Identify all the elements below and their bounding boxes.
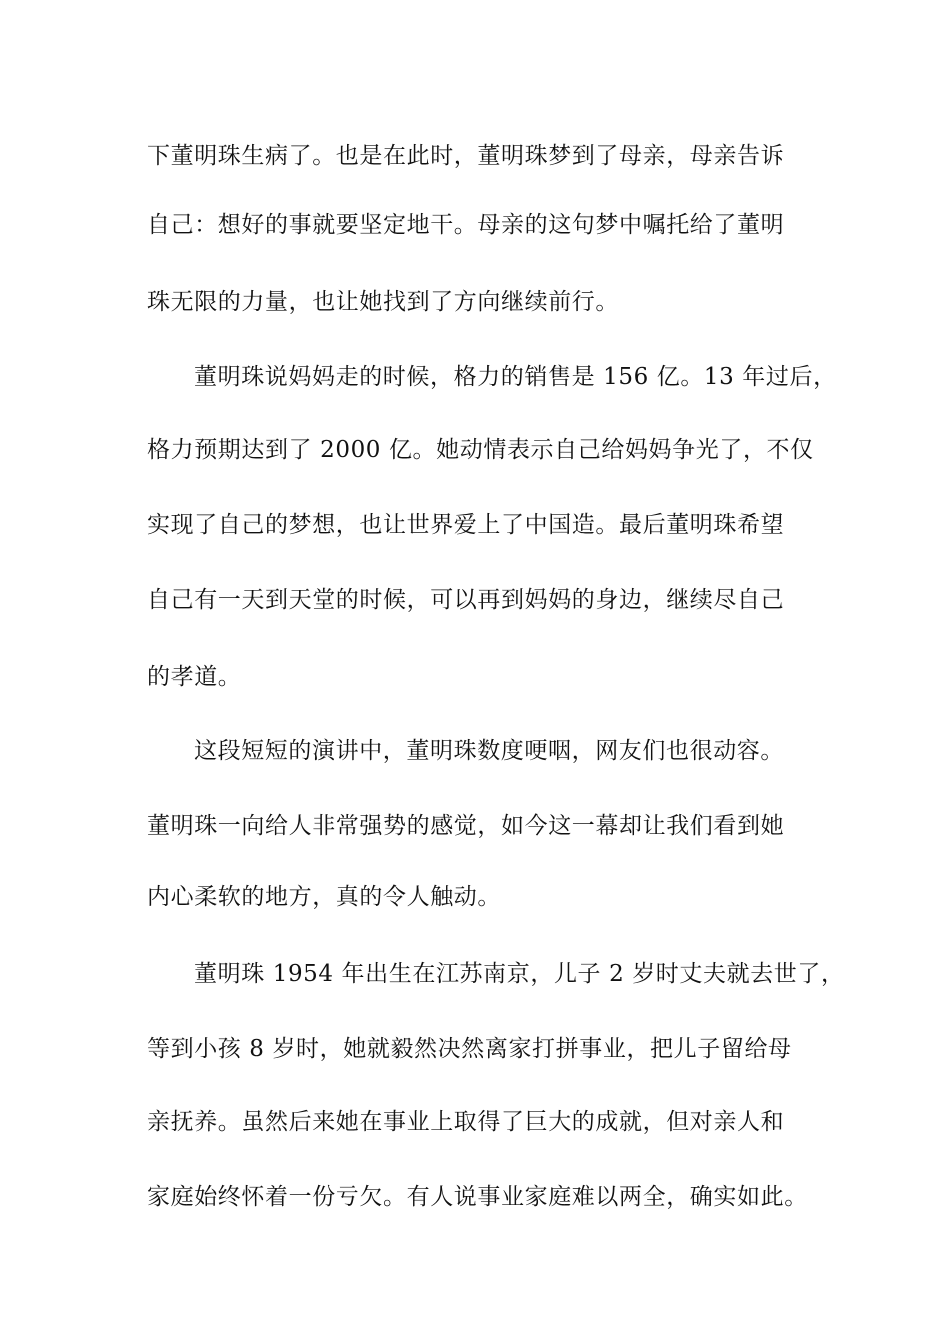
text-line: 实现了自己的梦想，也让世界爱上了中国造。最后董明珠希望: [147, 512, 785, 538]
text-line: 格力预期达到了 2000 亿。她动情表示自己给妈妈争光了，不仅: [147, 437, 814, 463]
text-line: 的孝道。: [147, 664, 242, 690]
text-line: 下董明珠生病了。也是在此时，董明珠梦到了母亲，母亲告诉: [147, 143, 785, 169]
paragraph-first-line: 董明珠说妈妈走的时候，格力的销售是 156 亿。13 年过后，: [194, 364, 837, 390]
text-line: 自己有一天到天堂的时候，可以再到妈妈的身边，继续尽自己: [147, 587, 785, 613]
paragraph-first-line: 这段短短的演讲中，董明珠数度哽咽，网友们也很动容。: [194, 738, 784, 764]
paragraph-first-line: 董明珠 1954 年出生在江苏南京，儿子 2 岁时丈夫就去世了，: [194, 961, 845, 987]
text-line: 董明珠一向给人非常强势的感觉，如今这一幕却让我们看到她: [147, 813, 785, 839]
text-line: 等到小孩 8 岁时，她就毅然决然离家打拼事业，把儿子留给母: [147, 1036, 792, 1062]
text-line: 亲抚养。虽然后来她在事业上取得了巨大的成就，但对亲人和: [147, 1109, 785, 1135]
text-line: 家庭始终怀着一份亏欠。有人说事业家庭难以两全，确实如此。: [147, 1184, 808, 1210]
text-line: 珠无限的力量，也让她找到了方向继续前行。: [147, 289, 619, 315]
text-line: 自己：想好的事就要坚定地干。母亲的这句梦中嘱托给了董明: [147, 212, 785, 238]
text-line: 内心柔软的地方，真的令人触动。: [147, 884, 501, 910]
